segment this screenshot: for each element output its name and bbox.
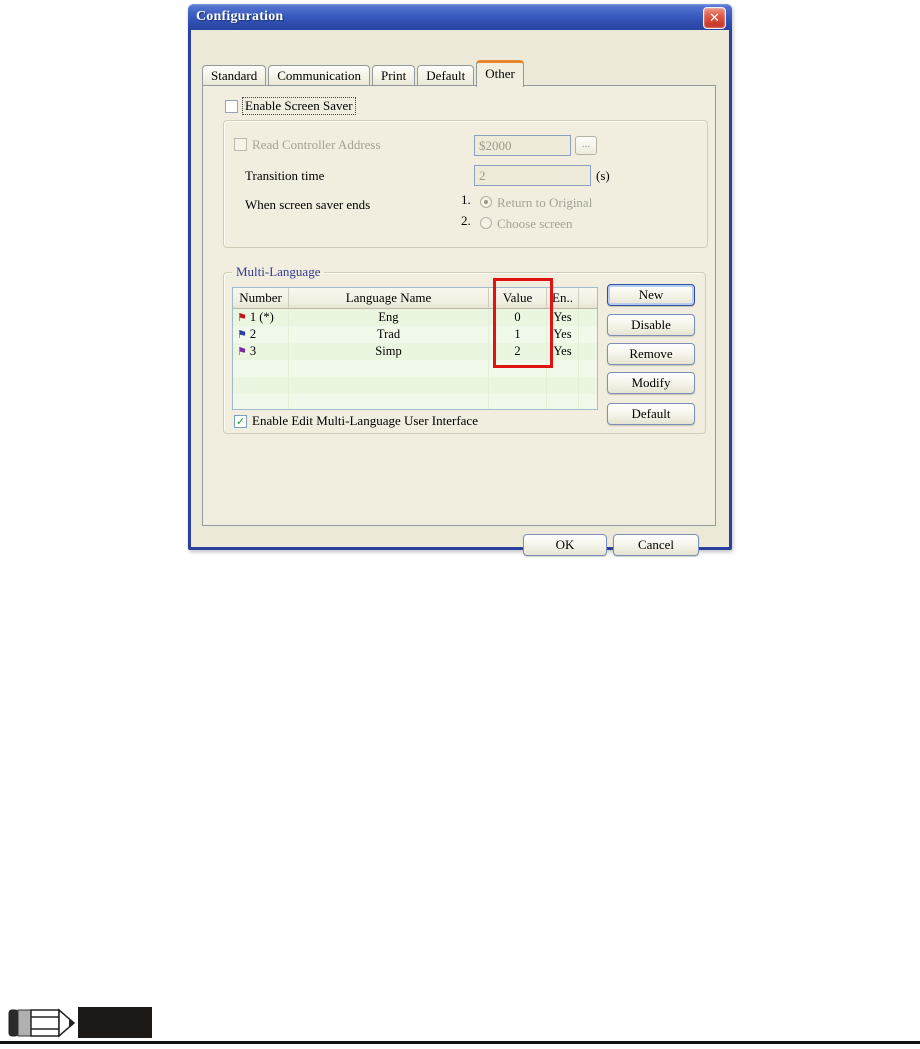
enable-screen-saver-row bbox=[225, 98, 355, 114]
return-to-original-label: Return to Original bbox=[497, 195, 593, 210]
dialog-body bbox=[191, 30, 729, 552]
disable-button[interactable]: Disable bbox=[607, 314, 695, 336]
title-bar[interactable] bbox=[188, 4, 732, 30]
table-row[interactable] bbox=[233, 309, 597, 326]
row-value: 0 bbox=[489, 309, 547, 326]
table-row-empty[interactable] bbox=[233, 394, 597, 410]
close-icon[interactable]: ✕ bbox=[703, 7, 726, 29]
language-table bbox=[232, 287, 598, 410]
enable-edit-row bbox=[234, 413, 478, 429]
read-controller-address-checkbox[interactable] bbox=[234, 138, 247, 151]
table-row-empty[interactable] bbox=[233, 360, 597, 377]
table-row-empty[interactable] bbox=[233, 377, 597, 394]
modify-button[interactable]: Modify bbox=[607, 372, 695, 394]
option2-number: 2. bbox=[461, 213, 471, 228]
header-language-name[interactable]: Language Name bbox=[289, 288, 489, 308]
remove-button[interactable]: Remove bbox=[607, 343, 695, 365]
screen-saver-group bbox=[223, 120, 708, 248]
row-enabled: Yes bbox=[547, 326, 579, 343]
option1-number: 1. bbox=[461, 192, 471, 207]
configuration-dialog bbox=[188, 4, 732, 550]
window-title: Configuration bbox=[196, 9, 284, 24]
row-number: 1 (*) bbox=[249, 310, 274, 324]
enable-screen-saver-checkbox[interactable] bbox=[225, 100, 238, 113]
tab-other[interactable]: Other bbox=[476, 60, 524, 87]
transition-time-label: Transition time bbox=[245, 168, 325, 183]
tab-standard[interactable]: Standard bbox=[202, 65, 266, 86]
header-value[interactable]: Value bbox=[489, 288, 547, 308]
header-number[interactable]: Number bbox=[233, 288, 289, 308]
row-value: 2 bbox=[489, 343, 547, 360]
note-badge bbox=[78, 1007, 152, 1038]
language-table-header bbox=[233, 288, 597, 309]
tab-communication[interactable]: Communication bbox=[268, 65, 370, 86]
multi-language-group-label: Multi-Language bbox=[232, 264, 324, 280]
footer-divider bbox=[0, 1041, 920, 1044]
row-enabled: Yes bbox=[547, 309, 579, 326]
row-number: 2 bbox=[249, 327, 257, 341]
controller-address-input[interactable] bbox=[474, 135, 571, 156]
return-to-original-radio[interactable] bbox=[480, 196, 492, 208]
enable-edit-label: Enable Edit Multi-Language User Interface bbox=[252, 413, 478, 428]
browse-address-button[interactable]: ... bbox=[575, 136, 597, 155]
header-extra bbox=[579, 288, 597, 308]
header-enable[interactable]: En.. bbox=[547, 288, 579, 308]
table-row[interactable] bbox=[233, 343, 597, 360]
language-flag-icon: ⚑ bbox=[237, 311, 247, 324]
row-enabled: Yes bbox=[547, 343, 579, 360]
choose-screen-label: Choose screen bbox=[497, 216, 573, 231]
cancel-button[interactable]: Cancel bbox=[613, 534, 699, 556]
other-tab-page bbox=[202, 85, 716, 526]
row-language-name: Simp bbox=[289, 343, 489, 360]
language-flag-icon: ⚑ bbox=[237, 328, 247, 341]
row-language-name: Eng bbox=[289, 309, 489, 326]
tab-default[interactable]: Default bbox=[417, 65, 474, 86]
multi-language-group bbox=[223, 264, 706, 434]
pencil-note-icon bbox=[8, 1008, 75, 1038]
new-button[interactable]: New bbox=[607, 284, 695, 306]
row-language-name: Trad bbox=[289, 326, 489, 343]
table-row[interactable] bbox=[233, 326, 597, 343]
language-flag-icon: ⚑ bbox=[237, 345, 247, 358]
enable-screen-saver-label: Enable Screen Saver bbox=[245, 98, 353, 113]
when-screen-saver-ends-label: When screen saver ends bbox=[245, 197, 371, 212]
default-button[interactable]: Default bbox=[607, 403, 695, 425]
transition-time-input[interactable] bbox=[474, 165, 591, 186]
read-controller-address-label: Read Controller Address bbox=[252, 137, 381, 152]
row-value: 1 bbox=[489, 326, 547, 343]
tab-print[interactable]: Print bbox=[372, 65, 415, 86]
row-number: 3 bbox=[249, 344, 257, 358]
transition-unit-label: (s) bbox=[596, 168, 610, 183]
enable-edit-checkbox[interactable]: ✓ bbox=[235, 414, 246, 428]
choose-screen-radio[interactable] bbox=[480, 217, 492, 229]
tab-strip bbox=[202, 63, 526, 86]
ok-button[interactable]: OK bbox=[523, 534, 607, 556]
